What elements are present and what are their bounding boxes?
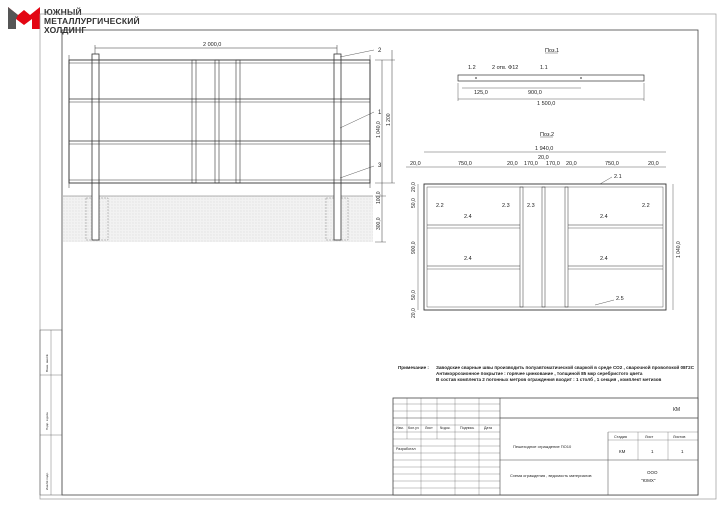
tb-org-line2: "ЮМХ" [641,478,656,483]
title-block [393,398,698,495]
pos2-dim-row-5: 20,0 [566,161,577,167]
company-name-line2: МЕТАЛЛУРГИЧЕСКИЙ [44,16,140,26]
callout-1: 1 [378,110,382,116]
pos2-dim-row-3: 170,0 [524,161,538,167]
pos2-dim-left-3: 50,0 [411,290,417,300]
tb-sheets-header: Листов [673,435,686,439]
elev-height-100: 100,0 [376,191,382,204]
pos1-bar [458,75,644,81]
tb-org-line1: ООО [647,470,658,475]
fence-panel [69,60,370,183]
pos2-label-2-4-c: 2.4 [464,256,472,262]
pos2-dim-row-4: 170,0 [546,161,560,167]
tb-hdr-kol: Кол.уч [408,426,419,430]
notes-label: Примечание : [398,365,429,370]
tb-sheet: 1 [651,449,654,454]
stamp-text-1: Взам. инв.№ [45,354,49,372]
tb-code: КМ [673,407,681,413]
pos2-label-2-3-right: 2.3 [527,203,535,209]
pos2-dim-left-4: 20,0 [411,308,417,318]
tb-hdr-podpis: Подпись [460,426,475,430]
tb-sheets: 1 [681,449,684,454]
tb-hdr-list: Лист [425,426,433,430]
callout-2: 2 [378,48,382,54]
pos2-label-2-4-a: 2.4 [464,214,472,220]
pos2-label-2-4-d: 2.4 [600,256,608,262]
pos2-dim-total: 1 940,0 [535,146,554,152]
pos1-detail [458,48,644,107]
side-stamp [40,330,62,495]
tb-stage-header: Стадия [614,435,627,439]
post-right [334,54,341,240]
pos1-title: Поз.1 [545,48,560,54]
elevation-view [63,42,395,242]
note-line-3: В состав комплекта 2 погонных метров ограждения входит : 1 столб , 1 секция , комплект метизов [436,377,662,382]
pos2-dim-left-0: 20,0 [411,182,417,192]
pos2-detail [406,132,682,318]
pos2-dim-row-6: 750,0 [605,161,619,167]
pos2-title: Поз.2 [540,132,555,138]
elev-width-dim: 2 000,0 [203,42,222,48]
pos2-dim-row-7: 20,0 [648,161,659,167]
pos2-dim-row-0: 20,0 [410,161,421,167]
pos1-label-a: 1.2 [468,65,476,71]
pos2-dim-row-2: 20,0 [507,161,518,167]
tb-hdr-ndok: №док. [440,426,451,430]
elev-height-1040: 1 040,0 [376,121,382,138]
pos2-label-2-2-right: 2.2 [642,203,650,209]
callout-3: 3 [378,163,382,169]
pos2-dim-left-1: 50,0 [411,198,417,208]
stamp-text-2: Подп. и дата [45,412,49,430]
post-left [92,54,99,240]
pos1-dim-total: 1 500,0 [537,101,556,107]
tb-sheet-title: Схема ограждения , ведомость материалов [510,473,592,478]
note-line-1: Заводские сварные швы производить полуавтоматической сваркой в среде СО2 , сварочной проволокой 08Г2С [436,365,695,370]
pos2-dim-row-1: 750,0 [458,161,472,167]
tb-sheet-header: Лист [645,435,654,439]
stamp-text-3: Инв.№ подл. [45,472,49,490]
pos2-dim-mid: 20,0 [538,155,549,161]
ground-area [63,196,373,242]
pos2-label-2-2-left: 2.2 [436,203,444,209]
pos1-dim-2: 900,0 [528,90,542,96]
elev-height-300: 300,0 [376,217,382,230]
tb-stage: КМ [619,449,626,454]
tb-developed: Разработал [396,447,416,451]
pos1-label-b: 2 отв. Ф12 [492,65,519,71]
pos2-label-2-4-b: 2.4 [600,214,608,220]
pos2-label-2-1: 2.1 [614,174,622,180]
tb-hdr-izm: Изм. [396,426,404,430]
company-name-line1: ЮЖНЫЙ [44,7,82,17]
elev-height-1200: 1 200 [386,113,392,126]
pos1-label-c: 1.1 [540,65,548,71]
tb-project-title: Пешеходное ограждение ПО10 [513,444,572,449]
pos2-label-2-5: 2.5 [616,296,624,302]
pos2-dim-right: 1 040,0 [676,241,682,258]
company-name-line3: ХОЛДИНГ [44,25,87,35]
tb-hdr-data: Дата [484,426,492,430]
pos2-label-2-3-left: 2.3 [502,203,510,209]
pos2-dim-left-2: 900,0 [411,241,417,254]
pos1-dim-1: 125,0 [474,90,488,96]
note-line-2: Антикоррозионное покрытие : горячее цинкование , толщиной 85 мкр серебристого цвета [436,371,643,376]
